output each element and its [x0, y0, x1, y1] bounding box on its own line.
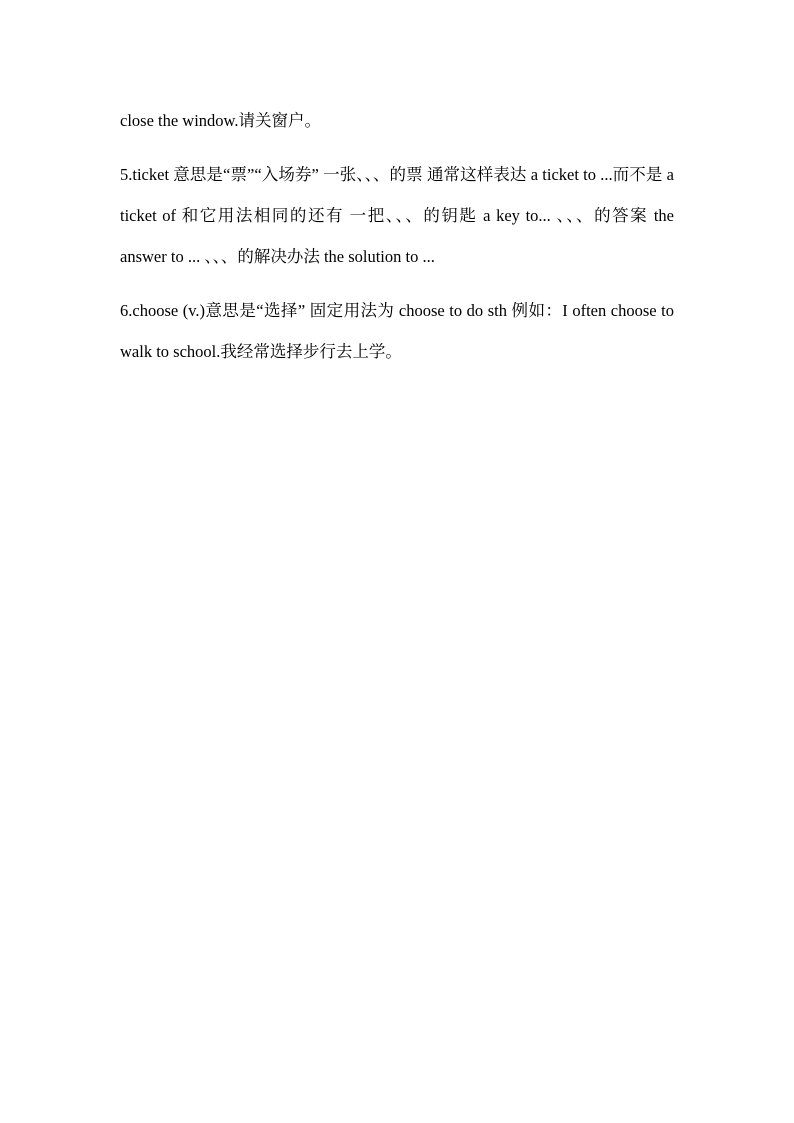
paragraph-close-window: close the window.请关窗户。 — [120, 111, 322, 130]
document-body — [120, 100, 674, 372]
paragraph-choose: 6.choose (v.)意思是“选择” 固定用法为 choose to do sth 例如：I often choose to walk to school.我经常选择步行去上学。 — [120, 301, 674, 361]
paragraph-ticket: 5.ticket 意思是“票”“入场券” 一张、、、的票 通常这样表达 a ticket to ...而不是 a ticket of 和它用法相同的还有 一把、、、的钥匙 a key to... 、、、的答案 the answer to ... 、、、的解决办法 the solution to ... — [120, 165, 674, 266]
